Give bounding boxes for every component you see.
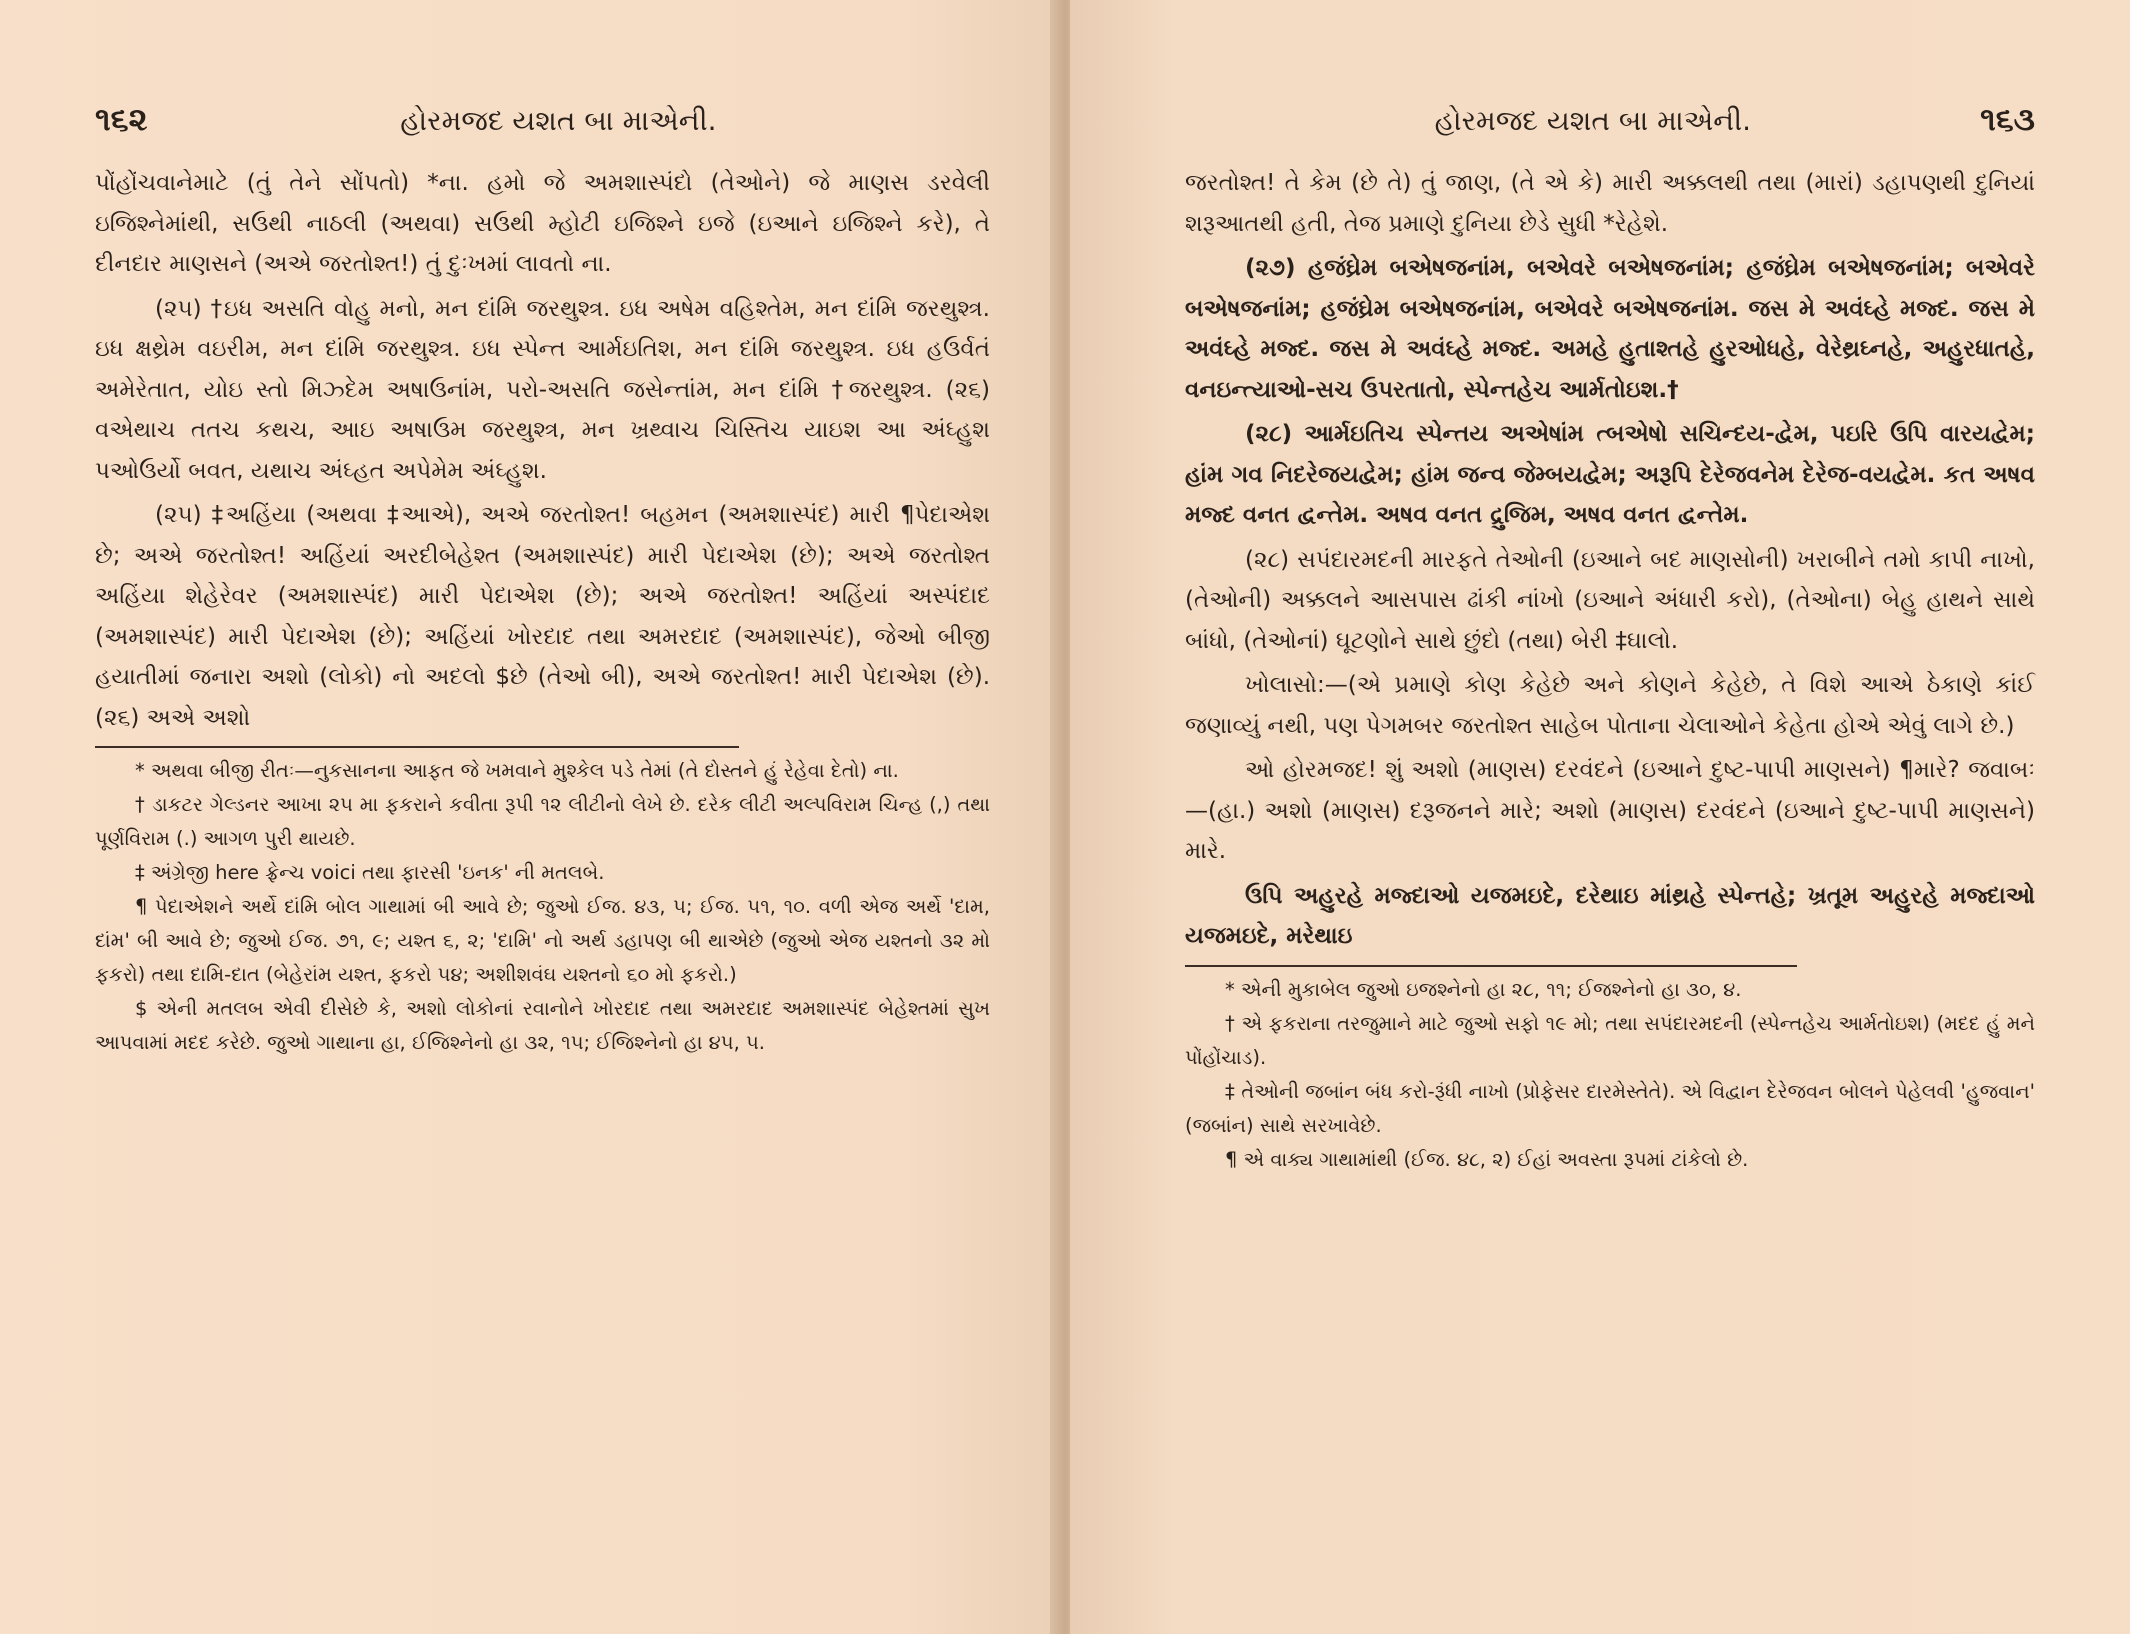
right-footnote-1: * એની મુકાબેલ જુઓ ઇજશ્નેનો હા ૨૮, ૧૧; ઈજશ્નેનો હા ૩૦, ૪. bbox=[1225, 977, 1742, 1001]
left-footnote-2: † ડાકટર ગેલ્ડનર આખા ૨૫ મા ફકરાને કવીતા રૂપી ૧૨ લીટીનો લેખે છે. દરેક લીટી અલ્પવિરામ ચિન્હ (,) તથા પૂર્ણવિરામ (.) આગળ પુરી થાયછે. bbox=[95, 793, 990, 850]
right-paragraph-3: (૨૮) આર્મઇતિચ સ્પેન્તય અએષાંમ ત્બએષો સચિન્દય-દ્વેમ, પઇરિ ઉપિ વારયદ્વેમ; હાંમ ગવ નિદરેજયદ્વેમ; હાંમ જન્વ જેમ્બયદ્વેમ; અરૂપિ દેરેજવનેમ દેરેજ-વયદ્વેમ. કત અષવ મજ્દ વનત દ્વન્તેમ. અષવ વનત દ્રુજિમ, અષવ વનત દ્વન્તેમ. bbox=[1185, 421, 2035, 528]
right-paragraph-5: ખોલાસો:—(એ પ્રમાણે કોણ કેહેછે અને કોણને કેહેછે, તે વિશે આએ ઠેકાણે કાંઈ જણાવ્યું નથી, પણ પેગમબર જરતોશ્ત સાહેબ પોતાના ચેલાઓને કેહેતા હોએ એવું લાગે છે.) bbox=[1185, 672, 2035, 739]
left-footnote-3: ‡ અંગ્રેજી here ફ્રેન્ચ voici તથા ફારસી 'ઇનક' ની મતલબે. bbox=[135, 861, 605, 884]
right-paragraph-1: જરતોશ્ત! તે કેમ (છે તે) તું જાણ, (તે એ કે) મારી અક્કલથી તથા (મારાં) ડહાપણથી દુનિયાં શરૂઆતથી હતી, તેજ પ્રમાણે દુનિયા છેડે સુધી *રેહેશે. bbox=[1185, 170, 2035, 237]
right-paragraph-6: ઓ હોરમજદ! શું અશો (માણસ) દરવંદને (ઇઆને દુષ્ટ-પાપી માણસને) ¶મારે? જવાબઃ—(હા.) અશો (માણસ) દરૂજનને મારે; અશો (માણસ) દરવંદને (ઇઆને દુષ્ટ-પાપી માણસને) મારે. bbox=[1185, 757, 2035, 864]
left-page-number: ૧૬૨ bbox=[95, 100, 148, 138]
left-page-header bbox=[95, 100, 990, 139]
right-footnotes bbox=[1185, 973, 2035, 1177]
left-footnotes bbox=[95, 754, 990, 1060]
right-page-number: ૧૬૩ bbox=[1980, 100, 2035, 138]
right-footnote-rule bbox=[1185, 965, 1797, 967]
right-paragraph-4: (૨૮) સપંદારમદની મારફતે તેઓની (ઇઆને બદ માણસોની) ખરાબીને તમો કાપી નાખો, (તેઓની) અક્કલને આસપાસ ઢાંકી નાંખો (ઇઆને અંધારી કરો), (તેઓના) બેહુ હાથને સાથે બાંધો, (તેઓનાં) ઘૂટણોને સાથે છુંદો (તથા) બેરી ‡ઘાલો. bbox=[1185, 546, 2035, 654]
right-footnote-4: ¶ એ વાક્ય ગાથામાંથી (ઈજ. ૪૮, ૨) ઈહાં અવસ્તા રૂપમાં ટાંકેલો છે. bbox=[1225, 1147, 1749, 1171]
left-footnote-rule bbox=[95, 746, 739, 748]
right-footnote-2: † એ ફકરાના તરજુમાને માટે જુઓ સફો ૧૯ મો; તથા સપંદારમદની (સ્પેન્તહેચ આર્મતોઇશ) (મદદ હું મને પોંહોંચાડ). bbox=[1185, 1011, 2035, 1069]
left-footnote-5: $ એની મતલબ એવી દીસેછે કે, અશો લોકોનાં રવાનોને ખોરદાદ તથા અમરદાદ અમશાસ્પંદ બેહેશ્તમાં સુખ આપવામાં મદદ કરેછે. જુઓ ગાથાના હા, ઈજિશ્નેનો હા ૩૨, ૧૫; ઈજિશ્નેનો હા ૪૫, ૫. bbox=[95, 997, 990, 1054]
right-paragraph-7: ઉપિ અહુરહે મજ્દાઓ યજમઇદે, દરેથાઇ માંથ્રહે સ્પેન્તહે; ખ્રતૂમ અહુરહે મજ્દાઓ યજમઇદે, મરેથાઇ bbox=[1185, 882, 2035, 949]
left-footnote-1: * અથવા બીજી રીતઃ—નુકસાનના આફત જે ખમવાને મુશ્કેલ પડે તેમાં (તે દોસ્તને હું રેહેવા દેતો) ના. bbox=[135, 759, 899, 782]
right-running-title: હોરમજદ યશત બા માએની. bbox=[1434, 104, 1752, 137]
right-page bbox=[1070, 0, 2130, 1634]
right-paragraph-2: (૨૭) હજંઘ્રેમ બએષજનાંમ, બએવરે બએષજનાંમ; હજંઘ્રેમ બએષજનાંમ; બએવરે બએષજનાંમ; હજંઘ્રેમ બએષજનાંમ, બએવરે બએષજનાંમ. જસ મે અવંઘ્હે મજ્દ. જસ મે અવંઘ્હે મજ્દ. જસ મે અવંઘ્હે મજ્દ. અમહે હુતાશ્તહે હુરઓધહે, વેરેથ્રઘ્નહે, અહુરધાતહે, વનઇન્ત્યાઓ-સચ ઉપરતાતો, સ્પેન્તહેચ આર્મતોઇશ.† bbox=[1185, 255, 2035, 403]
left-running-title: હોરમજદ યશત બા માએની. bbox=[400, 104, 717, 137]
left-paragraph-1: પોંહોંચવાનેમાટે (તું તેને સોંપતો) *ના. હમો જે અમશાસ્પંદો (તેઓને) જે માણસ ડરવેલી ઇજિશ્નેમાંથી, સઉથી નાઠલી (અથવા) સઉથી મ્હોટી ઇજિશ્ને ઇજે (ઇઆને ઇજિશ્ને કરે), તે દીનદાર માણસને (અએ જરતોશ્ત!) તું દુઃખમાં લાવતો ના. bbox=[95, 170, 990, 277]
right-footnote-3: ‡ તેઓની જબાંન બંધ કરો-રૂંધી નાખો (પ્રોફેસર દારમેસ્તેતે). એ વિદ્વાન દેરેજવન બોલને પેહેલવી 'હુજવાન' (જબાંન) સાથે સરખાવેછે. bbox=[1185, 1079, 2035, 1137]
left-body-text bbox=[95, 163, 990, 738]
left-paragraph-3: (૨૫) ‡અહિંયા (અથવા ‡આએ), અએ જરતોશ્ત! બહમન (અમશાસ્પંદ) મારી ¶પેદાએશ છે; અએ જરતોશ્ત! અહિંયાં અરદીબેહેશ્ત (અમશાસ્પંદ) મારી પેદાએશ (છે); અએ જરતોશ્ત અહિંયા શેહેરેવર (અમશાસ્પંદ) મારી પેદાએશ (છે); અએ જરતોશ્ત! અહિંયાં અસ્પંદાદ (અમશાસ્પંદ) મારી પેદાએશ (છે); અહિંયાં ખોરદાદ તથા અમરદાદ (અમશાસ્પંદ), જેઓ બીજી હયાતીમાં જનારા અશો (લોકો) નો અદલો $છે (તેઓ બી), અએ જરતોશ્ત! મારી પેદાએશ (છે). (૨૬) અએ અશો bbox=[95, 502, 990, 731]
left-footnote-4: ¶ પેદાએશને અર્થે દાંમિ બોલ ગાથામાં બી આવે છે; જુઓ ઈજ. ૪૩, ૫; ઈજ. ૫૧, ૧૦. વળી એજ અર્થે 'દામ, દાંમ' બી આવે છે; જુઓ ઈજ. ૭૧, ૯; યશ્ત ૬, ૨; 'દામિ' નો અર્થ ડહાપણ બી થાએછે (જુઓ એજ યશ્તનો ૩૨ મો ફકરો) તથા દામિ-દાત (બેહેરાંમ યશ્ત, ફકરો ૫૪; અશીશવંઘ યશ્તનો ૬૦ મો ફકરો.) bbox=[95, 895, 990, 986]
right-body-text bbox=[1185, 163, 2035, 957]
left-paragraph-2: (૨૫) †ઇધ અસતિ વોહુ મનો, મન દાંમિ જરથુશ્ત્ર. ઇધ અષેમ વહિશ્તેમ, મન દાંમિ જરથુશ્ત્ર. ઇધ ક્ષથ્રેમ વઇરીમ, મન દાંમિ જરથુશ્ત્ર. ઇધ સ્પેન્ત આર્મઇતિશ, મન દાંમિ જરથુશ્ત્ર. ઇધ હઉર્વતં અમેરેતાત, યોઇ સ્તો મિઝ્દેમ અષાઉનાંમ, પરો-અસતિ જસેન્તાંમ, મન દાંમિ †જરથુશ્ત્ર. (૨૬) વએથાચ તતચ કથચ, આઇ અષાઉમ જરથુશ્ત્ર, મન ખ્રથ્વાચ ચિસ્તિચ યાઇશ આ અંઘ્હુશ પઓઉર્યો બવત, યથાચ અંઘ્હત અપેમેમ અંઘ્હુશ. bbox=[95, 295, 990, 484]
right-page-header bbox=[1185, 100, 2035, 139]
left-page bbox=[0, 0, 1060, 1634]
